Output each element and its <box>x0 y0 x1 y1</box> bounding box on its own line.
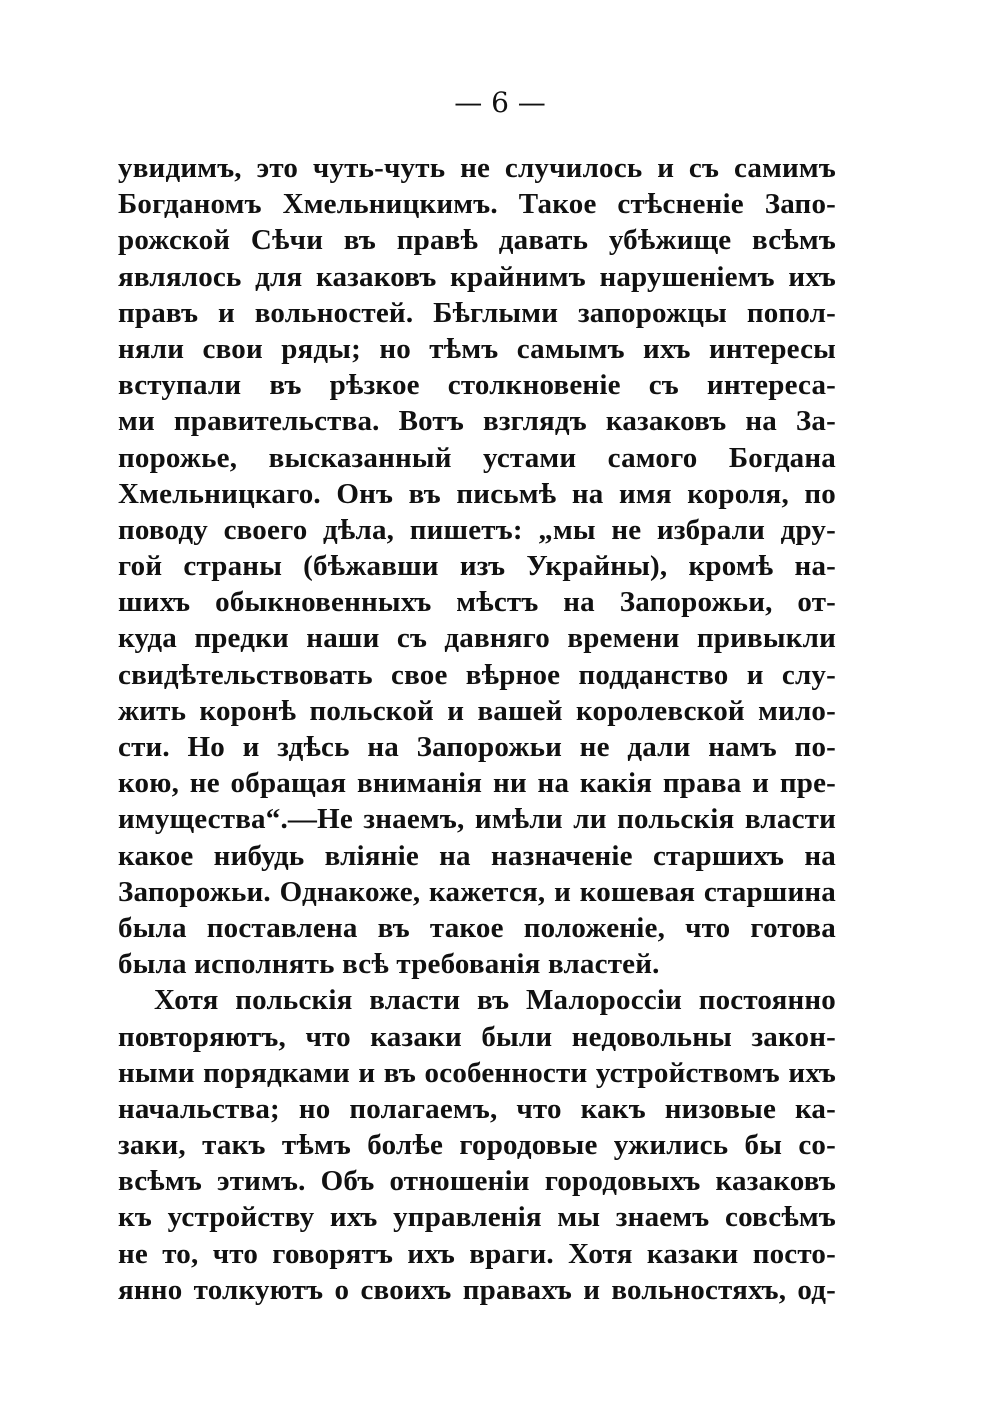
text-line: янно толкуютъ о своихъ правахъ и вольностяхъ, од- <box>118 1273 836 1306</box>
text-line: жить коронѣ польской и вашей королевской мило- <box>118 694 836 727</box>
text-line: повторяютъ, что казаки были недовольны закон- <box>118 1020 836 1053</box>
text-line: рожской Сѣчи въ правѣ давать убѣжище всѣмъ <box>118 224 836 257</box>
text-line: начальства; но полагаемъ, что какъ низовые ка- <box>118 1092 836 1125</box>
text-line: къ устройству ихъ управленія мы знаемъ совсѣмъ <box>118 1201 836 1234</box>
text-line: шихъ обыкновенныхъ мѣстъ на Запорожьи, от- <box>118 586 836 619</box>
text-line: Запорожьи. Однакоже, кажется, и кошевая старшина <box>118 875 836 908</box>
text-line: вступали въ рѣзкое столкновеніе съ интереса- <box>118 369 836 402</box>
text-line: всѣмъ этимъ. Объ отношеніи городовыхъ казаковъ <box>118 1165 836 1198</box>
text-line: ными порядками и въ особенности устройствомъ ихъ <box>118 1056 836 1089</box>
text-line: Хотя польскія власти въ Малороссіи постоянно <box>154 984 836 1017</box>
text-line: ми правительства. Вотъ взглядъ казаковъ на За- <box>118 405 836 438</box>
page-number: — 6 — <box>454 86 546 119</box>
text-line: сти. Но и здѣсь на Запорожьи не дали намъ по- <box>118 731 836 763</box>
text-line: кою, не обращая вниманія ни на какія права и пре- <box>118 767 836 800</box>
text-line: не то, что говорятъ ихъ враги. Хотя казаки посто- <box>118 1237 836 1270</box>
text-line: куда предки наши съ давняго времени привыкли <box>118 622 836 655</box>
text-line: Богданомъ Хмельницкимъ. Такое стѣсненіе Запо- <box>118 188 836 221</box>
text-line: являлось для казаковъ крайнимъ нарушеніемъ ихъ <box>118 260 836 293</box>
text-line: имущества“.—Не знаемъ, имѣли ли польскія власти <box>118 803 836 836</box>
text-line: гой страны (бѣжавши изъ Украйны), кромѣ на- <box>118 550 836 583</box>
text-line: увидимъ, это чуть-чуть не случилось и съ самимъ <box>118 152 836 184</box>
text-line: няли свои ряды; но тѣмъ самымъ ихъ интересы <box>118 332 836 365</box>
body-text <box>118 150 836 1308</box>
text-line: заки, такъ тѣмъ болѣе городовые ужились бы со- <box>118 1129 836 1162</box>
text-line: порожье, высказанный устами самого Богдана <box>118 441 836 474</box>
text-line: поводу своего дѣла, пишетъ: „мы не избрали дру- <box>118 513 836 546</box>
text-line: правъ и вольностей. Бѣглыми запорожцы попол- <box>118 296 836 329</box>
text-line: свидѣтельствовать свое вѣрное подданство и слу- <box>118 658 836 691</box>
text-line: была поставлена въ такое положеніе, что готова <box>118 911 836 944</box>
text-line: была исполнять всѣ требованія властей. <box>118 948 660 981</box>
text-line: Хмельницкаго. Онъ въ письмѣ на имя короля, по <box>118 477 836 510</box>
text-line: какое нибудь вліяніе на назначеніе старшихъ на <box>118 839 836 872</box>
